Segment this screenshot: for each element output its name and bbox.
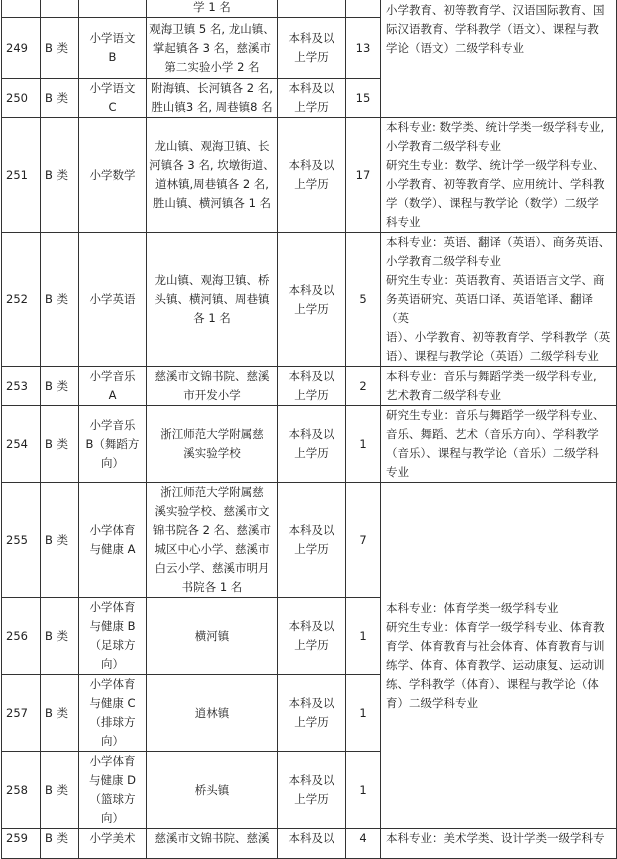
class-cell: B 类	[41, 118, 79, 233]
class-cell: B 类	[41, 18, 79, 79]
requirement-cell: 研究生专业：音乐与舞蹈学一级学科专业、 音乐、舞蹈、艺术（音乐方向）、学科教学 （音乐）、课程与教学论（音乐）二级学科 专业	[386, 408, 605, 479]
count-cell: 1	[346, 598, 381, 675]
subject-cell: 小学体育 与健康 C （排球方 向）	[89, 677, 136, 748]
class-cell: B 类	[41, 406, 79, 483]
table-row	[2, 118, 617, 233]
education-cell: 本科及以 上学历	[288, 696, 335, 729]
education-cell: 本科及以 上学历	[288, 427, 335, 460]
count-cell: 4	[346, 829, 381, 859]
location-cell: 横河镇	[194, 628, 230, 643]
number-cell: 255	[2, 483, 41, 598]
class-cell: B 类	[41, 483, 79, 598]
subject-cell: 小学英语	[89, 292, 136, 306]
requirement-cell: 本科专业：英语、翻译（英语）、商务英语、 小学教育二级学科专业 研究生专业：英语教育、英语语言文学、商 务英语研究、英语口译、英语笔译、翻译（英 语）、小学教育、初等教育学、学科教学（英 语）、课程与教学论（英语）二级学科专业	[386, 235, 611, 363]
subject-cell: 小学体育 与健康 B （足球方 向）	[89, 600, 136, 671]
location-cell: 逍林镇	[194, 705, 230, 720]
table-row	[2, 829, 617, 859]
table-row	[2, 483, 617, 598]
education-cell: 本科及以 上学历	[288, 523, 335, 556]
count-cell: 7	[346, 483, 381, 598]
class-cell: B 类	[41, 79, 79, 118]
requirement-cell: 小学教育、初等教育学、汉语国际教育、国 际汉语教育、学科教学（语文）、课程与教 学论（语文）二级学科专业	[386, 3, 605, 55]
count-cell: 2	[346, 367, 381, 406]
class-cell: B 类	[41, 752, 79, 829]
education-cell: 本科及以 上学历	[288, 31, 335, 64]
subject-cell: 小学体育 与健康 D （篮球方 向）	[88, 754, 136, 825]
subject-cell: 小学数学	[89, 167, 136, 182]
number-cell: 249	[2, 18, 41, 79]
location-cell: 龙山镇、观海卫镇、长 河镇各 3 名, 坎墩街道、 道林镇,周巷镇各 2 名, 胜山镇、横河镇各 1 名	[149, 139, 275, 210]
education-cell: 本科及以 上学历	[288, 619, 335, 652]
count-cell: 1	[346, 752, 381, 829]
class-cell: B 类	[41, 675, 79, 752]
location-cell: 附海镇、长河镇各 2 名, 胜山镇3 名, 周巷镇8 名	[151, 81, 273, 114]
location-cell: 学 1 名	[193, 0, 231, 14]
subject-cell: 小学音乐 B（舞蹈方 向）	[85, 417, 140, 470]
number-cell: 254	[2, 406, 41, 483]
subject-cell: 小学语文 B	[89, 31, 136, 64]
location-cell: 浙江师范大学附属慈 溪实验学校	[160, 427, 264, 460]
number-cell: 252	[2, 233, 41, 367]
location-cell: 龙山镇、观海卫镇、桥 头镇、横河镇、周巷镇 各 1 名	[154, 273, 270, 325]
class-cell: B 类	[41, 233, 79, 367]
requirement-cell: 本科专业: 数学类、统计学类一级学科专业, 小学教育二级学科专业 研究生专业：数学、统计学一级学科专业、 小学教育、初等教育学、应用统计、学科教 学（数学）、课程与教学论（数学）二级学 科专业	[386, 120, 605, 229]
class-cell: B 类	[41, 598, 79, 675]
class-cell: B 类	[41, 367, 79, 406]
subject-cell: 小学语文 C	[89, 81, 136, 114]
number-cell: 250	[2, 79, 41, 118]
requirement-cell: 本科专业：美术学类、设计学类一级学科专	[386, 831, 605, 845]
subject-cell: 小学音乐 A	[89, 369, 136, 402]
number-cell: 251	[2, 118, 41, 233]
education-cell: 本科及以 上学历	[288, 773, 335, 806]
education-cell: 本科及以	[288, 831, 335, 845]
education-cell: 本科及以 上学历	[288, 81, 335, 114]
location-cell: 桥头镇	[194, 782, 230, 797]
table-row	[2, 0, 617, 18]
location-cell: 慈溪市文锦书院、慈溪	[154, 831, 270, 845]
location-cell: 观海卫镇 5 名, 龙山镇、 掌起镇各 3 名，慈溪市 第二实验小学 2 名	[149, 21, 275, 74]
number-cell: 253	[2, 367, 41, 406]
number-cell: 257	[2, 675, 41, 752]
number-cell: 256	[2, 598, 41, 675]
location-cell: 浙江师范大学附属慈 溪实验学校、慈溪市文 锦书院各 2 名、慈溪市 城区中心小学、慈溪市 白云小学、慈溪市明月 书院各 1 名	[152, 485, 272, 594]
subject-cell: 小学体育 与健康 A	[89, 523, 136, 556]
table-row	[2, 367, 617, 406]
subject-cell: 小学美术	[89, 831, 136, 845]
table-row	[2, 233, 617, 367]
number-cell: 258	[2, 752, 41, 829]
requirement-cell: 本科专业：音乐与舞蹈学类一级学科专业, 艺术教育二级学科专业	[386, 369, 597, 402]
pe-requirement-cell: 本科专业：体育学类一级学科专业 研究生专业：体育学一级学科专业、体育教 育学、体育教育与社会体育、体育教育与训 练学、体育、体育教学、运动康复、运动训 练、学科教学（体育）、课程与教学论（体 育）二级学科专业	[386, 600, 605, 710]
education-cell: 本科及以 上学历	[288, 282, 335, 316]
count-cell: 5	[346, 233, 381, 367]
table-row	[2, 406, 617, 483]
count-cell: 15	[346, 79, 381, 118]
count-cell: 17	[346, 118, 381, 233]
count-cell: 13	[346, 18, 381, 79]
count-cell: 1	[346, 675, 381, 752]
count-cell: 1	[346, 406, 381, 483]
location-cell: 慈溪市文锦书院、慈溪 市开发小学	[154, 369, 270, 402]
recruitment-table	[1, 0, 617, 859]
education-cell: 本科及以 上学历	[288, 158, 335, 191]
education-cell: 本科及以 上学历	[288, 369, 335, 402]
number-cell: 259	[2, 829, 41, 859]
class-cell: B 类	[41, 829, 79, 859]
